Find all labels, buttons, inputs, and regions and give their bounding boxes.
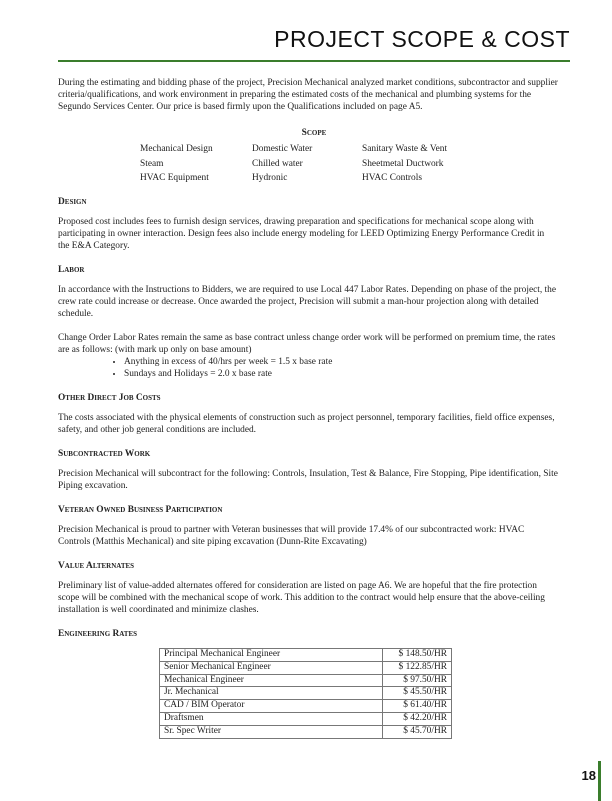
document-body xyxy=(58,77,558,739)
scope-list xyxy=(140,143,558,184)
subcontracted-heading: Subcontracted Work xyxy=(58,449,151,459)
page-title: PROJECT SCOPE & COST xyxy=(274,26,570,52)
engineering-rates-heading: Engineering Rates xyxy=(58,629,138,639)
scope-item: HVAC Equipment xyxy=(140,173,209,183)
rate-value: $ 42.20/HR xyxy=(383,712,452,725)
rate-value: $ 148.50/HR xyxy=(383,649,452,662)
rate-role: Mechanical Engineer xyxy=(160,674,383,687)
table-row xyxy=(160,687,452,700)
rate-value: $ 122.85/HR xyxy=(383,661,452,674)
table-row xyxy=(160,674,452,687)
scope-item: Sheetmetal Ductwork xyxy=(362,158,444,169)
intro-paragraph: During the estimating and bidding phase of the project, Precision Mechanical analyzed market conditions, subcontractor and supplier criteria/qualifications, and work environment in preparing the estimated costs of the mechanical and plumbing systems for the Segundo Services Center. Our price is based firmly upon the Qualifications included on page A5. xyxy=(58,78,558,112)
labor-rate-list xyxy=(58,356,558,380)
table-row xyxy=(160,661,452,674)
labor-paragraph: In accordance with the Instructions to Bidders, we are required to use Local 447 Labor Rates. Depending on phase of the project, the crew rate could increase or decrease. Once awarded the project, Precision will submit a man-hour projection along with detailed schedule. xyxy=(58,285,557,319)
change-order-paragraph: Change Order Labor Rates remain the same as base contract unless change order work will be performed on premium time, the rates are as follows: (with mark up only on base amount) xyxy=(58,333,556,355)
list-item: • Sundays and Holidays = 2.0 x base rate xyxy=(124,368,558,380)
veteran-heading: Veteran Owned Business Participation xyxy=(58,505,223,515)
value-alternates-heading: Value Alternates xyxy=(58,561,135,571)
rate-role: Senior Mechanical Engineer xyxy=(160,661,383,674)
labor-heading: Labor xyxy=(58,265,85,275)
rate-role: Draftsmen xyxy=(160,712,383,725)
table-row xyxy=(160,725,452,738)
subcontracted-paragraph: Precision Mechanical will subcontract for the following: Controls, Insulation, Test & Balance, Fire Stopping, Pipe identification, Site Piping excavation. xyxy=(58,469,558,491)
page-number: 18 xyxy=(581,768,596,783)
rate-value: $ 45.50/HR xyxy=(383,687,452,700)
scope-item: Hydronic xyxy=(252,173,288,183)
scope-item: Chilled water xyxy=(252,158,303,169)
scope-item: HVAC Controls xyxy=(362,173,422,183)
table-row xyxy=(160,700,452,713)
value-alternates-paragraph: Preliminary list of value-added alternates offered for consideration are listed on page A6. We are hopeful that the fire protection scope will be combined with the mechanical scope of work. This addition to the contract would help ensure that the above-ceiling installation is well coordinated and minimize clashes. xyxy=(58,581,545,615)
rate-role: Principal Mechanical Engineer xyxy=(160,649,383,662)
other-costs-heading: Other Direct Job Costs xyxy=(58,393,161,403)
rate-role: CAD / BIM Operator xyxy=(160,700,383,713)
veteran-paragraph: Precision Mechanical is proud to partner with Veteran businesses that will provide 17.4% of our subcontracted work: HVAC Controls (Matthis Mechanical) and site piping excavation (Dunn-Rite Excavating) xyxy=(58,525,525,547)
rate-value: $ 61.40/HR xyxy=(383,700,452,713)
design-paragraph: Proposed cost includes fees to furnish design services, drawing preparation and specifications for mechanical scope along with participating in owner interaction. Design fees also include energy modeling for LEED Optimizing Energy Performance Credit in the E&A Category. xyxy=(58,217,545,251)
scope-item: Domestic Water xyxy=(252,144,313,154)
table-row xyxy=(160,649,452,662)
scope-item: Mechanical Design xyxy=(140,144,213,154)
table-row xyxy=(160,712,452,725)
rate-value: $ 45.70/HR xyxy=(383,725,452,738)
title-divider xyxy=(58,60,570,62)
scope-heading: Scope xyxy=(301,128,327,138)
rate-role: Sr. Spec Writer xyxy=(160,725,383,738)
design-heading: Design xyxy=(58,197,87,207)
list-item: • Anything in excess of 40/hrs per week = 1.5 x base rate xyxy=(124,356,558,368)
scope-item: Sanitary Waste & Vent xyxy=(362,144,448,154)
engineering-rates-table xyxy=(159,648,452,739)
other-costs-paragraph: The costs associated with the physical elements of construction such as project personnel, temporary facilities, field office expenses, safety, and other job general conditions are included. xyxy=(58,413,555,435)
rate-value: $ 97.50/HR xyxy=(383,674,452,687)
accent-bar xyxy=(598,761,601,801)
scope-item: Steam xyxy=(140,158,164,169)
rate-role: Jr. Mechanical xyxy=(160,687,383,700)
